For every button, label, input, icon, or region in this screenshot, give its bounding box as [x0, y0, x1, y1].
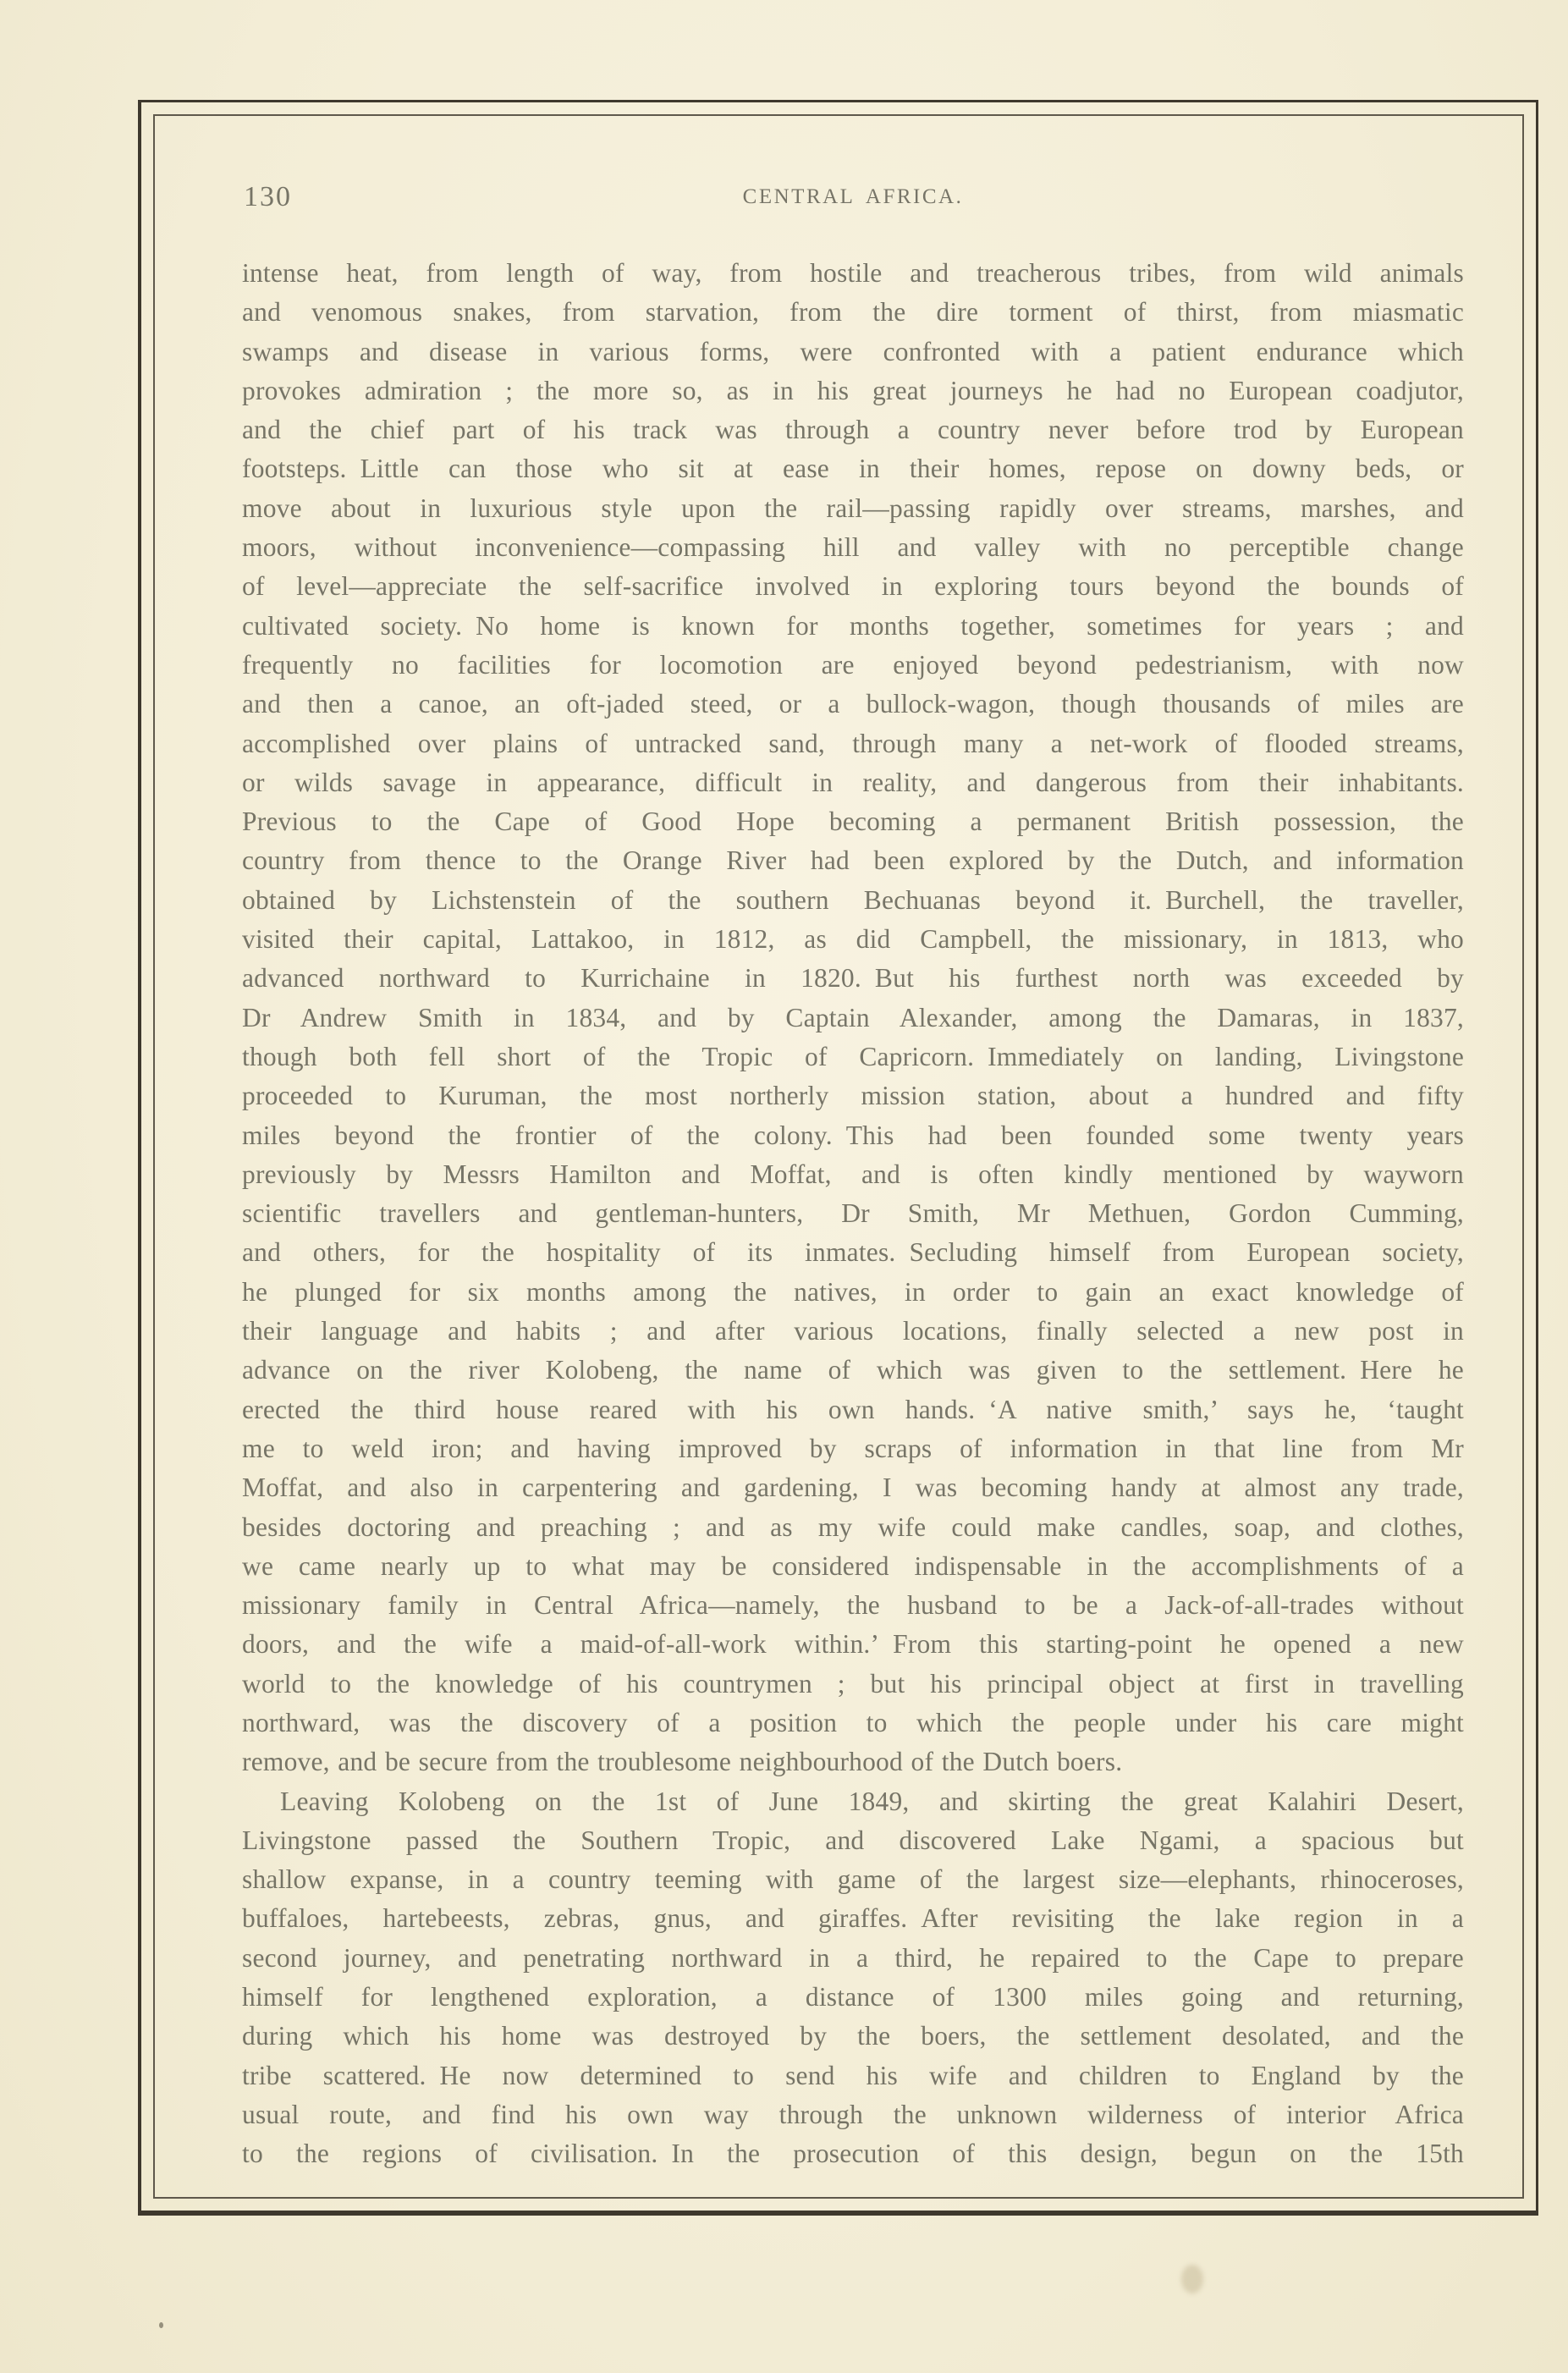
- text-line: to the regions of civilisation. In the prosecution of this design, begun on the 15th: [242, 2139, 1464, 2169]
- text-line: visited their capital, Lattakoo, in 1812, as did Campbell, the missionary, in 1813, who: [242, 924, 1464, 955]
- text-line: second journey, and penetrating northward in a third, he repaired to the Cape to prepare: [242, 1942, 1464, 1973]
- text-line: move about in luxurious style upon the rail—passing rapidly over streams, marshes, and: [242, 493, 1464, 523]
- text-line: and venomous snakes, from starvation, from the dire torment of thirst, from miasmatic: [242, 297, 1464, 328]
- text-line: he plunged for six months among the natives, in order to gain an exact knowledge of: [242, 1276, 1464, 1307]
- text-line: Dr Andrew Smith in 1834, and by Captain Alexander, among the Damaras, in 1837,: [242, 1002, 1464, 1032]
- text-line: northward, was the discovery of a position to which the people under his care might: [242, 1707, 1464, 1737]
- text-line: tribe scattered. He now determined to send his wife and children to England by the: [242, 2060, 1464, 2090]
- text-line: remove, and be secure from the troublesome neighbourhood of the Dutch boers.: [242, 1747, 1123, 1777]
- text-line: cultivated society. No home is known for months together, sometimes for years ; and: [242, 610, 1464, 641]
- text-line: or wilds savage in appearance, difficult in reality, and dangerous from their inhabitants.: [242, 767, 1464, 797]
- text-line: intense heat, from length of way, from hostile and treacherous tribes, from wild animals: [242, 258, 1464, 288]
- page-border-inner: [153, 114, 1524, 2199]
- body-text: [242, 254, 1464, 2174]
- text-line: Previous to the Cape of Good Hope becoming a permanent British possession, the: [242, 807, 1464, 837]
- text-line: Moffat, and also in carpentering and gardening, I was becoming handy at almost any trade,: [242, 1473, 1464, 1503]
- text-line: provokes admiration ; the more so, as in his great journeys he had no European coadjutor,: [242, 375, 1464, 405]
- text-line: accomplished over plains of untracked sand, through many a net-work of flooded streams,: [242, 728, 1464, 758]
- text-line: moors, without inconvenience—compassing hill and valley with no perceptible change: [242, 532, 1464, 563]
- text-line: and then a canoe, an oft-jaded steed, or a bullock-wagon, though thousands of miles are: [242, 689, 1464, 719]
- scan-smudge: [1181, 2265, 1203, 2293]
- text-line: footsteps. Little can those who sit at ease in their homes, repose on downy beds, or: [242, 454, 1464, 484]
- text-line: shallow expanse, in a country teeming with game of the largest size—elephants, rhinoceroses,: [242, 1864, 1464, 1895]
- text-line: swamps and disease in various forms, were confronted with a patient endurance which: [242, 336, 1464, 366]
- paragraph-2: [242, 1782, 1464, 2174]
- text-line: and the chief part of his track was through a country never before trod by European: [242, 415, 1464, 445]
- text-line: obtained by Lichstenstein of the southern Bechuanas beyond it. Burchell, the traveller,: [242, 884, 1464, 915]
- text-line: world to the knowledge of his countrymen ; but his principal object at first in travelling: [242, 1668, 1464, 1699]
- page-number: 130: [244, 181, 292, 212]
- text-line: previously by Messrs Hamilton and Moffat, and is often kindly mentioned by wayworn: [242, 1159, 1464, 1189]
- page-content: [171, 132, 1506, 2181]
- page-border-outer: [138, 100, 1538, 2216]
- text-line: country from thence to the Orange River had been explored by the Dutch, and information: [242, 845, 1464, 876]
- text-line: besides doctoring and preaching ; and as my wife could make candles, soap, and clothes,: [242, 1511, 1464, 1542]
- text-line: proceeded to Kuruman, the most northerly mission station, about a hundred and fifty: [242, 1081, 1464, 1111]
- running-title: CENTRAL AFRICA.: [742, 185, 964, 208]
- text-line: and others, for the hospitality of its inmates. Secluding himself from European society,: [242, 1237, 1464, 1268]
- text-line: frequently no facilities for locomotion are enjoyed beyond pedestrianism, with now: [242, 649, 1464, 680]
- text-line: we came nearly up to what may be considered indispensable in the accomplishments of a: [242, 1550, 1464, 1581]
- text-line: miles beyond the frontier of the colony. This had been founded some twenty years: [242, 1120, 1464, 1150]
- text-line: during which his home was destroyed by the boers, the settlement desolated, and the: [242, 2021, 1464, 2051]
- text-line: scientific travellers and gentleman-hunters, Dr Smith, Mr Methuen, Gordon Cumming,: [242, 1198, 1464, 1229]
- text-line: missionary family in Central Africa—namely, the husband to be a Jack-of-all-trades without: [242, 1590, 1464, 1621]
- text-line: Leaving Kolobeng on the 1st of June 1849, and skirting the great Kalahiri Desert,: [280, 1786, 1464, 1816]
- text-line: though both fell short of the Tropic of Capricorn. Immediately on landing, Livingstone: [242, 1041, 1464, 1071]
- text-line: himself for lengthened exploration, a distance of 1300 miles going and returning,: [242, 1982, 1464, 2012]
- text-line: advance on the river Kolobeng, the name of which was given to the settlement. Here he: [242, 1355, 1464, 1385]
- text-line: doors, and the wife a maid-of-all-work within.’ From this starting-point he opened a new: [242, 1629, 1464, 1660]
- text-line: of level—appreciate the self-sacrifice involved in exploring tours beyond the bounds of: [242, 571, 1464, 602]
- paragraph-1: [242, 254, 1464, 1782]
- text-line: their language and habits ; and after various locations, finally selected a new post in: [242, 1316, 1464, 1346]
- text-line: me to weld iron; and having improved by scraps of information in that line from Mr: [242, 1433, 1464, 1463]
- text-line: usual route, and find his own way through the unknown wilderness of interior Africa: [242, 2099, 1464, 2129]
- text-line: Livingstone passed the Southern Tropic, and discovered Lake Ngami, a spacious but: [242, 1825, 1464, 1855]
- text-line: buffaloes, hartebeests, zebras, gnus, and giraffes. After revisiting the lake region in a: [242, 1903, 1464, 1934]
- text-line: erected the third house reared with his own hands. ‘A native smith,’ says he, ‘taught: [242, 1394, 1464, 1424]
- scan-speck: [159, 2322, 163, 2328]
- page-header: [242, 181, 1464, 217]
- text-line: advanced northward to Kurrichaine in 1820. But his furthest north was exceeded by: [242, 963, 1464, 994]
